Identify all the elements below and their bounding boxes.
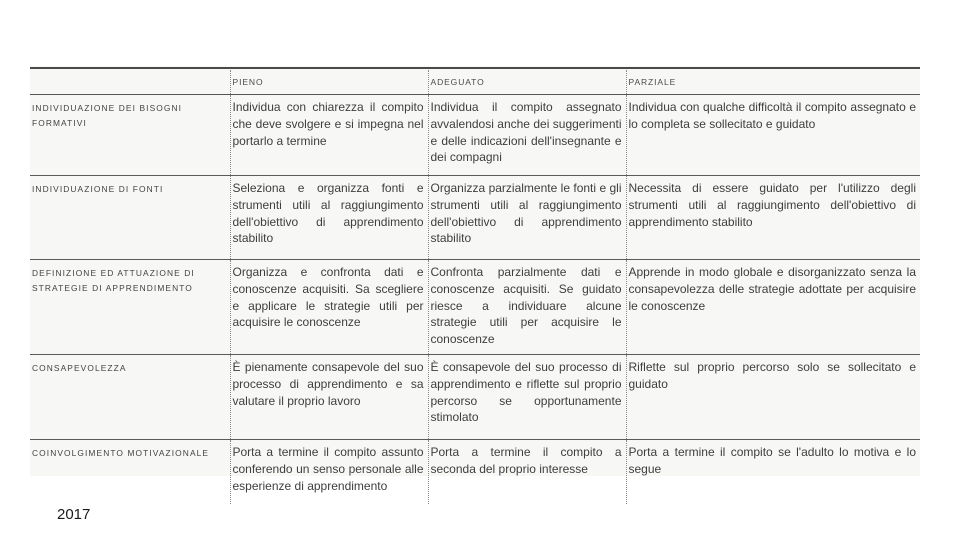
pieno-cell: Seleziona e organizza fonti e strumenti utili al raggiungimento dell'obiettivo di apprendimento stabilito xyxy=(230,176,428,260)
table-row xyxy=(30,439,920,504)
adeguato-cell: Porta a termine il compito a seconda del proprio interesse xyxy=(428,439,626,504)
criterion-cell: DEFINIZIONE ED ATTUAZIONE DI STRATEGIE DI APPRENDIMENTO xyxy=(30,260,230,355)
table-row xyxy=(30,176,920,260)
table-row xyxy=(30,95,920,176)
parziale-cell: Porta a termine il compito se l'adulto lo motiva e lo segue xyxy=(626,439,920,504)
table-top-rule xyxy=(30,67,920,69)
table-row xyxy=(30,354,920,439)
header-pieno: PIENO xyxy=(230,70,428,95)
criterion-cell: CONSAPEVOLEZZA xyxy=(30,354,230,439)
table-row xyxy=(30,260,920,355)
adeguato-cell: Individua il compito assegnato avvalendosi anche dei suggerimenti e delle indicazioni dell'insegnante e dei compagni xyxy=(428,95,626,176)
pieno-cell: È pienamente consapevole del suo processo di apprendimento e sa valutare il proprio lavoro xyxy=(230,354,428,439)
parziale-cell: Necessita di essere guidato per l'utilizzo degli strumenti utili al raggiungimento dell'obiettivo di apprendimento stabilito xyxy=(626,176,920,260)
header-criterion xyxy=(30,70,230,95)
pieno-cell: Organizza e confronta dati e conoscenze acquisiti. Sa scegliere e applicare le strategie utili per acquisire le conoscenze xyxy=(230,260,428,355)
header-row xyxy=(30,70,920,95)
adeguato-cell: È consapevole del suo processo di apprendimento e riflette sul proprio percorso se opportunamente stimolato xyxy=(428,354,626,439)
parziale-cell: Apprende in modo globale e disorganizzato senza la consapevolezza delle strategie adottate per acquisire le conoscenze xyxy=(626,260,920,355)
parziale-cell: Riflette sul proprio percorso solo se sollecitato e guidato xyxy=(626,354,920,439)
pieno-cell: Individua con chiarezza il compito che deve svolgere e si impegna nel portarlo a termine xyxy=(230,95,428,176)
criterion-cell: INDIVIDUAZIONE DEI BISOGNI FORMATIVI xyxy=(30,95,230,176)
year-label: 2017 xyxy=(57,506,91,523)
header-adeguato: ADEGUATO xyxy=(428,70,626,95)
adeguato-cell: Organizza parzialmente le fonti e gli strumenti utili al raggiungimento dell'obiettivo di apprendimento stabilito xyxy=(428,176,626,260)
assessment-rubric-table xyxy=(30,70,920,504)
criterion-cell: INDIVIDUAZIONE DI FONTI xyxy=(30,176,230,260)
parziale-cell: Individua con qualche difficoltà il compito assegnato e lo completa se sollecitato e guidato xyxy=(626,95,920,176)
header-parziale: PARZIALE xyxy=(626,70,920,95)
criterion-cell: COINVOLGIMENTO MOTIVAZIONALE xyxy=(32,447,210,458)
pieno-cell: Porta a termine il compito assunto conferendo un senso personale alle esperienze di apprendimento xyxy=(230,439,428,504)
adeguato-cell: Confronta parzialmente dati e conoscenze acquisiti. Se guidato riesce a individuare alcune strategie utili per acquisire le conoscenze xyxy=(428,260,626,355)
